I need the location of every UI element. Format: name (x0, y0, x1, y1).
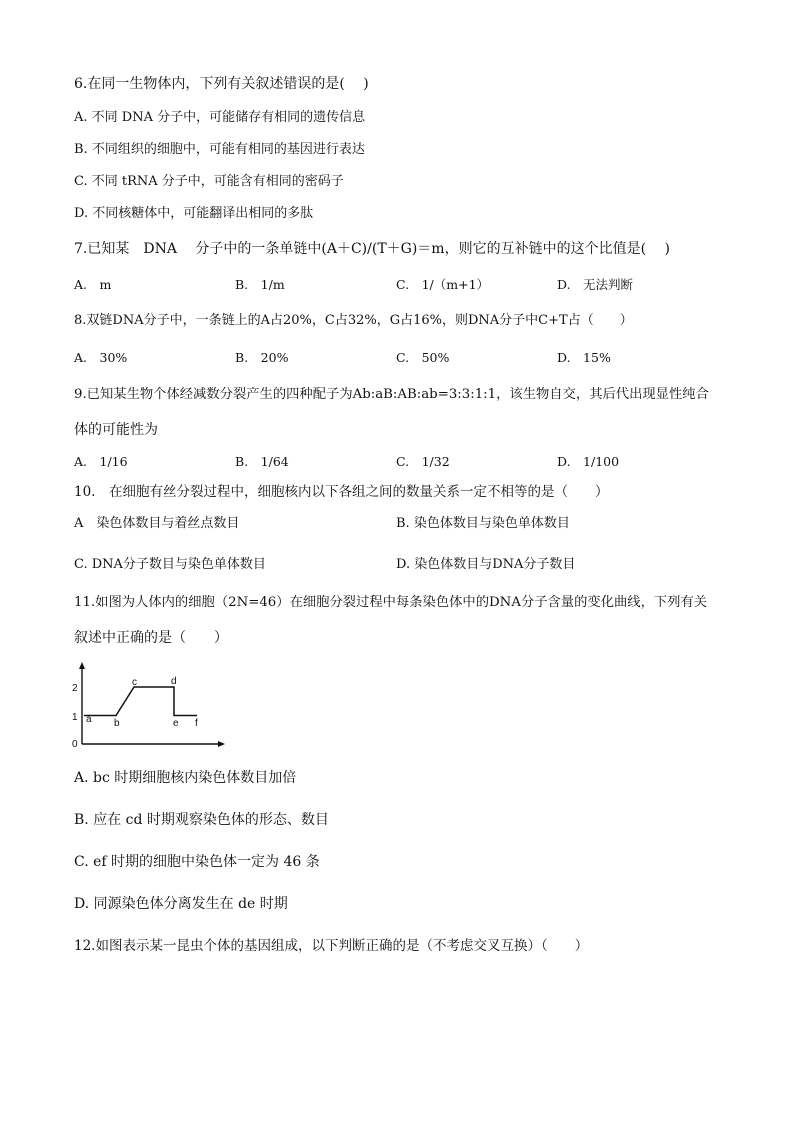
y-axis-arrow (79, 662, 85, 669)
q6-stem: 6.在同一生物体内，下列有关叙述错误的是( ) (74, 76, 369, 92)
point-label-d: d (171, 676, 177, 687)
y-tick-2: 2 (72, 683, 78, 694)
y-tick-0: 0 (72, 739, 78, 750)
q11-option-c: C. ef 时期的细胞中染色体一定为 46 条 (74, 854, 320, 870)
q11-stem-line1: 11.如图为人体内的细胞（2N=46）在细胞分裂过程中每条染色体中的DNA分子含量的变化曲线，下列有关 (74, 595, 708, 610)
q6-option-a: A. 不同 DNA 分子中，可能储存有相同的遗传信息 (74, 110, 366, 125)
point-label-a: a (86, 714, 92, 725)
q7-option-d: D. 无法判断 (557, 277, 634, 292)
q9-option-d: D. 1/100 (557, 454, 620, 469)
point-label-b: b (114, 718, 120, 729)
x-axis-arrow (218, 741, 225, 747)
dna-content-curve-figure (70, 660, 230, 750)
q8-option-a: A. 30% (74, 350, 128, 365)
q10-option-b: B. 染色体数目与染色单体数目 (396, 516, 570, 531)
q11-stem-line2: 叙述中正确的是（ ） (74, 630, 228, 646)
point-label-c: c (132, 677, 137, 688)
q6-option-c: C. 不同 tRNA 分子中，可能含有相同的密码子 (74, 174, 344, 189)
q9-stem-line1: 9.已知某生物个体经减数分裂产生的四种配子为Ab:aB:AB:ab=3:3:1:1，该生物自交，其后代出现显性纯合 (74, 387, 709, 402)
q12-stem: 12.如图表示某一昆虫个体的基因组成，以下判断正确的是（不考虑交叉互换）（ ） (74, 938, 589, 954)
q8-option-c: C. 50% (396, 350, 450, 365)
q10-option-c: C. DNA分子数目与染色单体数目 (74, 557, 266, 572)
q10-option-a: A 染色体数目与着丝点数目 (74, 516, 240, 531)
point-label-e: e (173, 718, 179, 729)
q11-option-b: B. 应在 cd 时期观察染色体的形态、数目 (74, 812, 329, 828)
q7-option-c: C. 1/（m+1） (396, 277, 490, 292)
q9-option-a: A. 1/16 (74, 454, 128, 469)
q9-stem-line2: 体的可能性为 (74, 422, 158, 438)
q11-option-d: D. 同源染色体分离发生在 de 时期 (74, 896, 288, 912)
q8-option-d: D. 15% (557, 350, 611, 365)
q7-option-a: A. m (74, 277, 112, 292)
point-label-f: f (195, 718, 198, 729)
q9-option-c: C. 1/32 (396, 454, 450, 469)
q11-option-a: A. bc 时期细胞核内染色体数目加倍 (74, 770, 297, 786)
q6-option-b: B. 不同组织的细胞中，可能有相同的基因进行表达 (74, 142, 365, 157)
q10-option-d: D. 染色体数目与DNA分子数目 (396, 557, 576, 572)
q8-option-b: B. 20% (235, 350, 289, 365)
y-tick-1: 1 (72, 712, 78, 723)
dna-curve (84, 687, 197, 716)
q7-stem: 7.已知某 DNA 分子中的一条单链中(A＋C)/(T＋G)＝m，则它的互补链中的这个比值是( ) (74, 241, 670, 257)
q8-stem: 8.双链DNA分子中，一条链上的A占20%，C占32%，G占16%，则DNA分子中C+T占（ ） (74, 313, 633, 328)
q6-option-d: D. 不同核糖体中，可能翻译出相同的多肽 (74, 206, 314, 221)
q7-option-b: B. 1/m (235, 277, 285, 292)
q9-option-b: B. 1/64 (235, 454, 289, 469)
q10-stem: 10. 在细胞有丝分裂过程中，细胞核内以下各组之间的数量关系一定不相等的是（ ） (74, 484, 609, 500)
